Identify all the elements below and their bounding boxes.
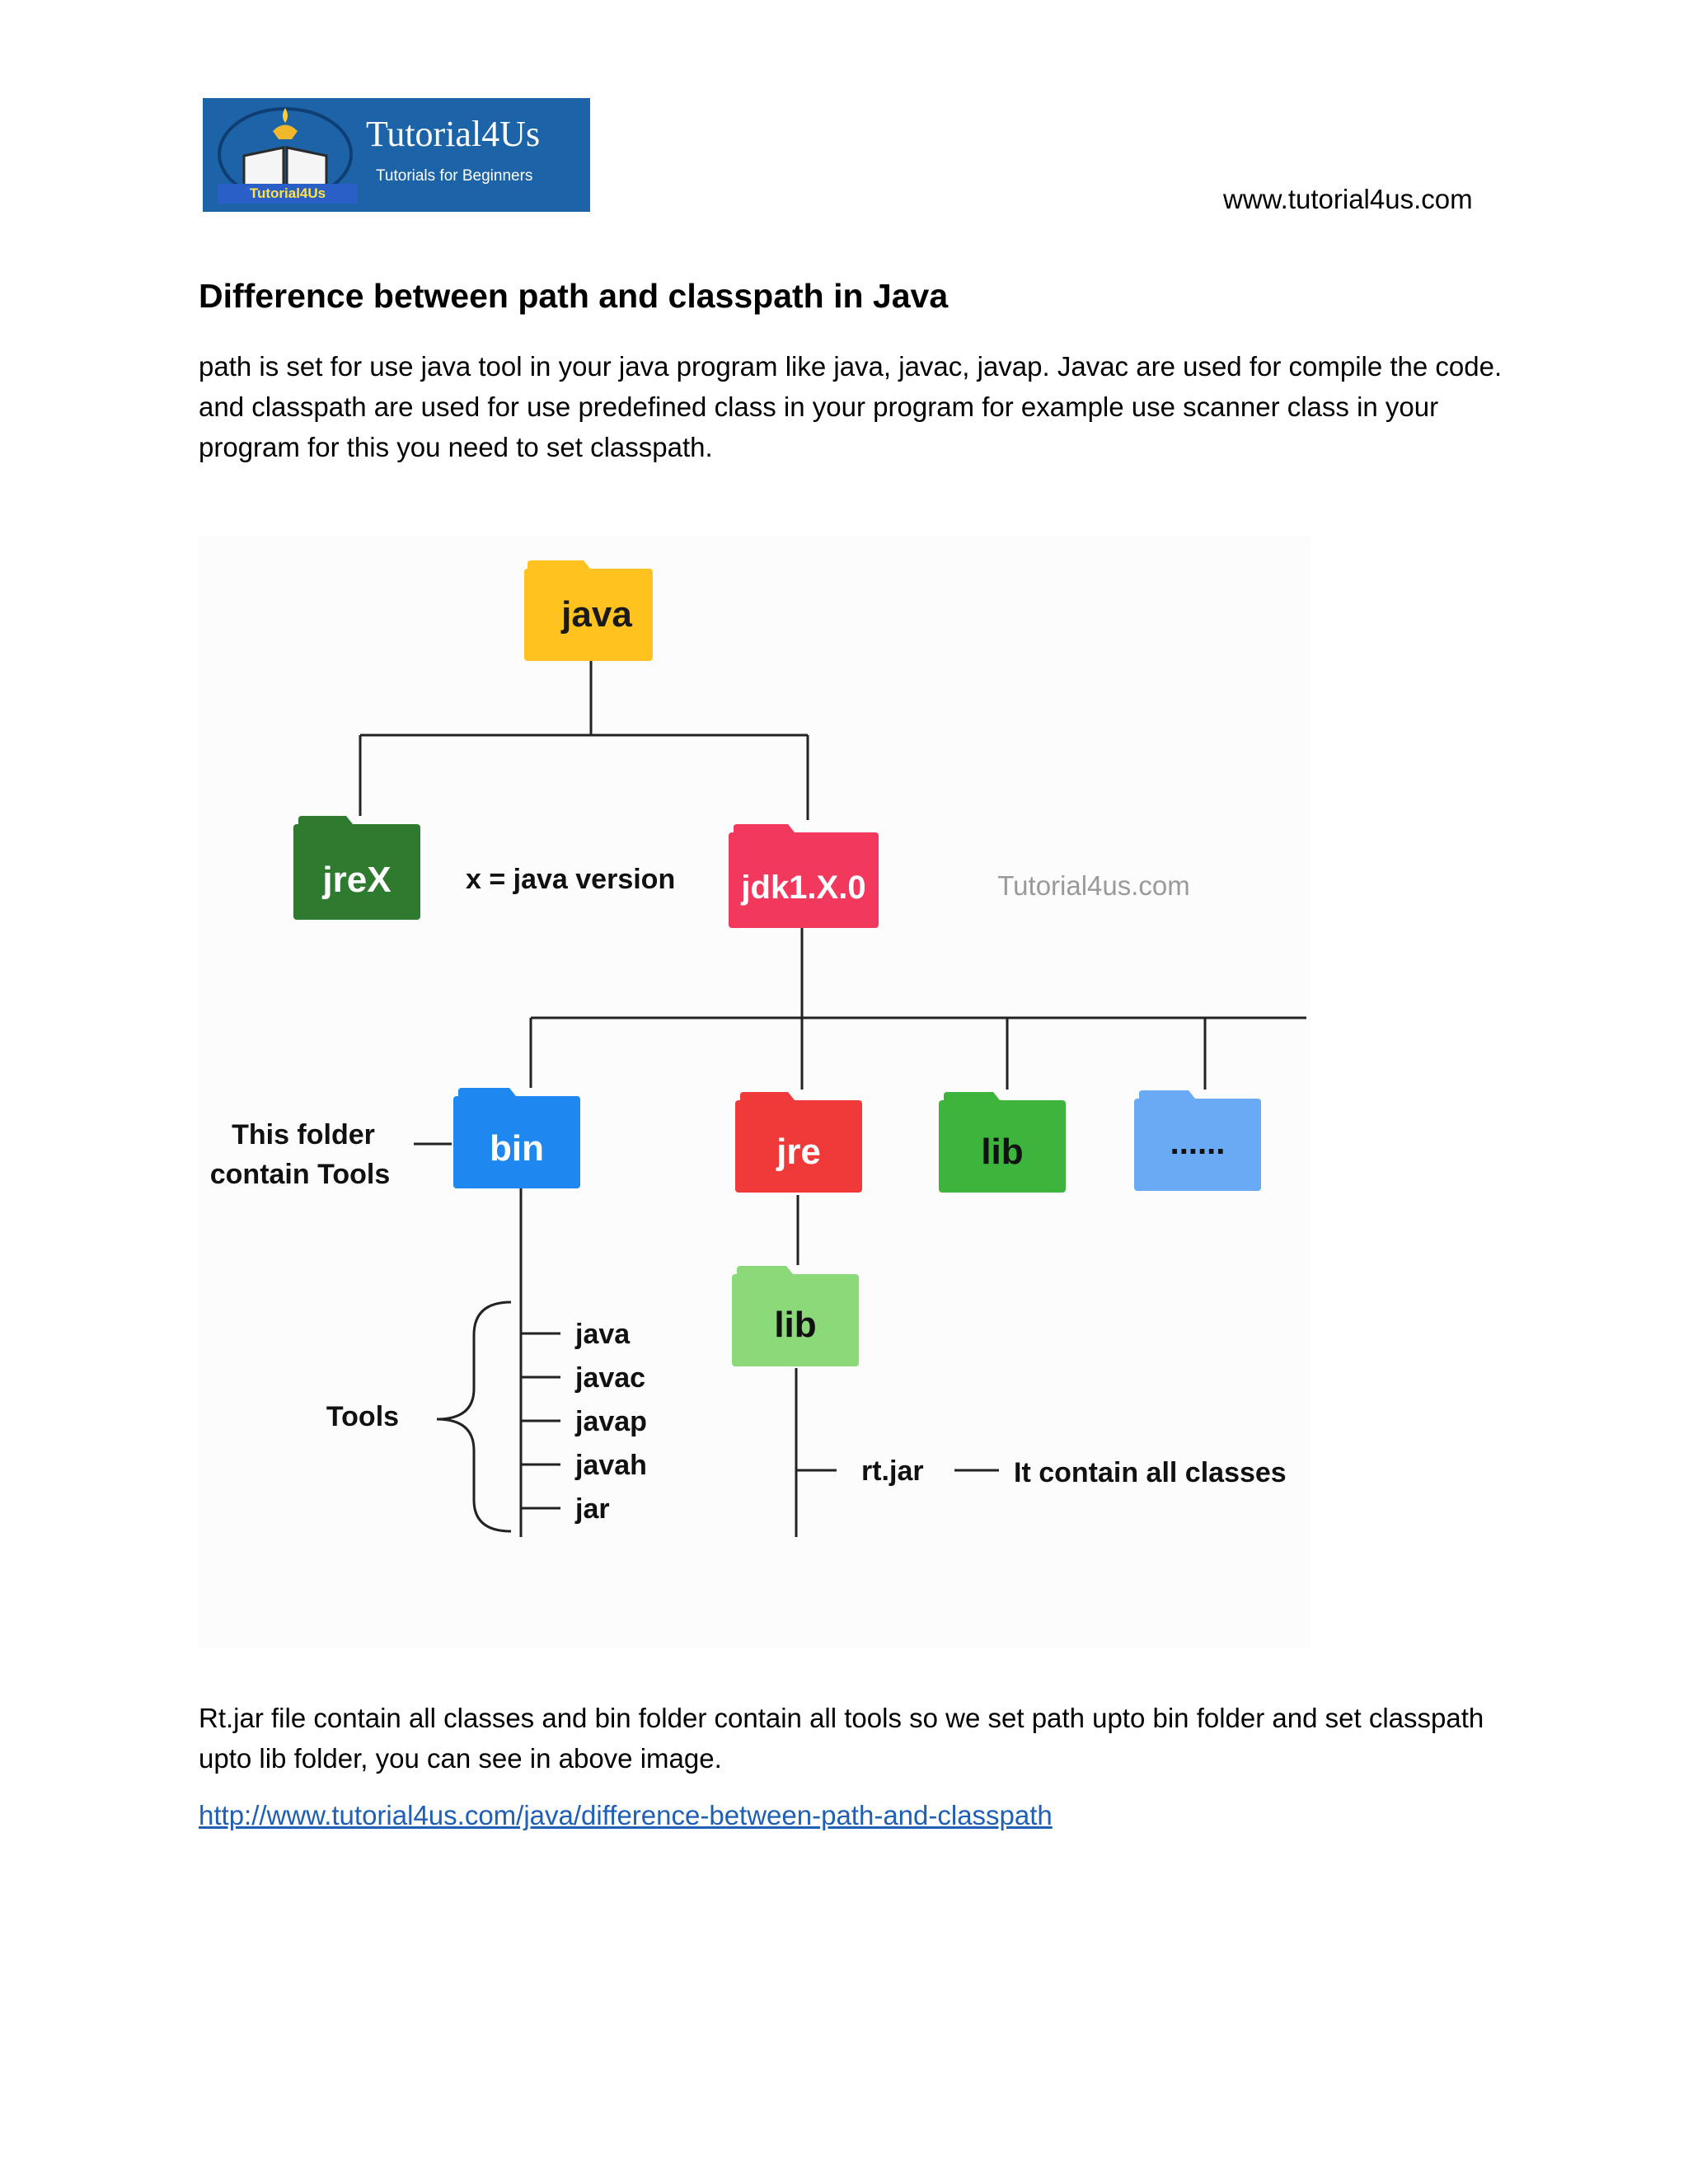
bin-note-line2: contain Tools — [209, 1159, 391, 1190]
folder-icon-jrex — [293, 816, 420, 920]
tools-label: Tools — [326, 1401, 400, 1432]
folder-icon-jre-lib — [732, 1266, 859, 1366]
folder-icon-jdk — [729, 824, 879, 928]
summary-paragraph: Rt.jar file contain all classes and bin folder contain all tools so we set path upto bin folder and set classpath upto lib folder, you can see in above image. — [199, 1703, 1484, 1774]
tool-item: javap — [575, 1406, 647, 1437]
logo-badge: Tutorial4Us — [218, 184, 358, 204]
folder-label-jre-lib: lib — [774, 1305, 817, 1345]
logo-subtitle: Tutorials for Beginners — [376, 167, 533, 185]
logo-title: Tutorial4Us — [366, 114, 541, 154]
tool-item: javac — [575, 1362, 646, 1394]
tool-item: jar — [575, 1493, 610, 1525]
folder-icon-java — [524, 560, 653, 661]
version-note: x = java version — [466, 864, 676, 895]
folder-label-java: java — [561, 594, 632, 635]
folder-icon-jre — [735, 1092, 862, 1193]
folder-label-lib: lib — [981, 1132, 1024, 1172]
page-title: Difference between path and classpath in Java — [199, 277, 949, 315]
folder-label-more: ...... — [1170, 1125, 1226, 1161]
rt-jar-note: It contain all classes — [1014, 1457, 1287, 1488]
folder-label-jrex: jreX — [322, 860, 392, 900]
bin-note-line1: This folder — [232, 1119, 375, 1151]
folder-label-jdk: jdk1.X.0 — [741, 869, 866, 906]
folder-icon-lib — [939, 1092, 1066, 1193]
folder-icon-more — [1134, 1090, 1261, 1191]
intro-paragraph: path is set for use java tool in your java program like java, javac, javap. Javac are used for compile the code. and classpath are used for use predefined class in your program for example use scanner class in your program for this you need to set classpath. — [199, 351, 1503, 462]
folder-icon-bin — [453, 1088, 580, 1188]
source-link[interactable]: http://www.tutorial4us.com/java/difference-between-path-and-classpath — [199, 1800, 1053, 1830]
rt-jar-label: rt.jar — [861, 1455, 924, 1487]
tool-item: javah — [575, 1450, 647, 1481]
folder-label-bin: bin — [490, 1128, 544, 1169]
tool-item: java — [575, 1319, 631, 1350]
watermark: Tutorial4us.com — [997, 870, 1190, 901]
folder-label-jre: jre — [776, 1132, 821, 1172]
site-url[interactable]: www.tutorial4us.com — [1223, 184, 1473, 214]
